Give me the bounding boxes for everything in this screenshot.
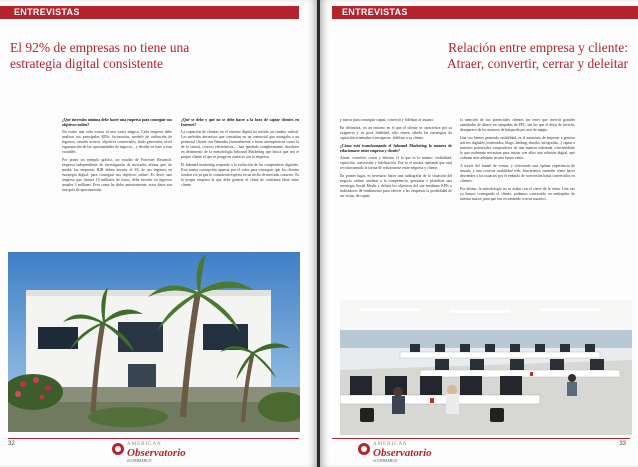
paragraph: Atraer, convertir, cerrar y deleitar. O lo que es lo mismo: visibilidad, captación, conversión y fidelización. Ese es el modus operandi que está revolucionando la forma de relacionarse entre empresa y cliente.	[340, 156, 452, 170]
paragraph: Por último, la metodología no se acaba con el cierre de la venta. Una vez ya hemos conseguido el cliente, podemos convertirlo en embajador de nuestra marca, para que nos recomiende a otros usuarios.	[460, 187, 575, 201]
section-banner-left: ENTREVISTAS	[0, 6, 299, 19]
paragraph: En primer lugar, es necesario hacer una radiografía de la situación del negocio online: analizar a la competencia, gestionar y planificar una estrategia Social Media y definir los objetivos del site mediante KPIs o indicadores de rendimiento para ofrecer a las empresas la posibilidad de ser vistas, de captar	[340, 174, 452, 198]
office-photo-illustration	[340, 300, 632, 435]
observatorio-logo-left	[112, 441, 202, 463]
left-page	[0, 0, 317, 467]
logo-ring-icon	[358, 443, 370, 455]
footer-rule-right	[332, 438, 630, 439]
paragraph: El Inbound marketing responde a la evolución de los compradores digitales. Esta nueva concepción apuesta por el valor para conseguir que los clientes acudan a ti ya que lo consideran experto en un nicho de mercado concreto. Es la propia empresa la que debe generar el clima de confianza ideal entre cliente	[181, 163, 299, 187]
right-page	[320, 0, 638, 467]
paragraph: A través del funnel de ventas, y ofreciendo una óptima experiencia de usuario y una correcta usabilidad web, buscaremos entender cómo hacer descender a los usuarios por el embudo de conversión hasta convertirlos en clientes.	[460, 164, 575, 183]
logo-sub-text: eCOMMERCE	[127, 458, 152, 463]
question-heading: ¿Qué se debe y qué no se debe hacer a la hora de captar clientes en Internet?	[181, 118, 299, 127]
right-headline-line1: Relación entre empresa y cliente:	[448, 40, 628, 55]
logo-main-text: Observatorio	[127, 447, 186, 459]
paragraph: En definitiva, en un entorno en el que el cliente se caracteriza por su exigencia y su poca fidelidad, sólo tienen cabida las estrategias de captación orientadas a enriquecer, fidelizar a su cliente.	[340, 126, 452, 140]
footer-rule-left	[8, 438, 299, 439]
paragraph: Por poner un ejemplo gráfico, un estudio de Forrester Research, empresa independiente de investigación de mercados afirma que, de media, las empresas B2B deben invertir el 3% de sus ingresos en estrategia digital, para conseguir sus objetivos online. Es decir, una empresa que factura 10 millones de euros, debe invertir en ingresos anuales 3 millones. Pero como he dicho anteriormente, estos datos son una guía de aproximación.	[62, 158, 172, 192]
logo-ring-icon	[112, 443, 124, 455]
section-banner-right: ENTREVISTAS	[332, 6, 638, 19]
page-number-right: 33	[619, 441, 626, 447]
left-column-1	[62, 118, 172, 196]
right-column-2	[460, 118, 575, 205]
building-photo	[8, 252, 300, 432]
office-photo	[340, 300, 632, 435]
page-number-left: 32	[8, 441, 15, 447]
logo-main-text: Observatorio	[373, 447, 432, 459]
paragraph: Una vez hemos generado visibilidad, es el momento de empezar a generar activos digitales (contenidos, blogs, landing, ebooks, infografías...) captar a nuestros potenciales compradores de una manera ordenada, ofreciéndoles lo que realmente necesitan para iniciar con ellos una relación digital, que culmine más adelante en una futura venta.	[460, 136, 575, 160]
right-headline-line2: Atraer, convertir, cerrar y deleitar	[446, 56, 628, 71]
observatorio-logo-right	[358, 441, 448, 463]
paragraph: La captación de clientes en el entorno digital ha sufrido un cambio radical. Los métodos intrusivos que consistían en un comercial que atosigaba a un potencial cliente con llamadas (normalmente a horas intempestivas como la de la siesta), correos electrónicos,... han quedado completamente obsoletos en detrimento de la metodología Inbound Marketing que busca que sea el propio cliente el que se ponga en contacto con la empresa.	[181, 130, 299, 159]
left-column-2	[181, 118, 299, 191]
right-column-1	[340, 118, 452, 202]
right-headline	[368, 40, 628, 72]
building-photo-illustration	[8, 252, 300, 432]
logo-top-text: AMERICAN	[127, 442, 162, 447]
question-heading: ¿Qué inversión mínima debe hacer una empresa para conseguir sus objetivos online?	[62, 118, 172, 127]
paragraph: la atención de sus potenciales clientes sin tener que invertir grandes cantidades de dinero en campañas de PPC, sin las que el dejar de invertir, desaparece de los motores de búsqueda por arte de magia.	[460, 118, 575, 132]
logo-sub-text: eCOMMERCE	[373, 458, 398, 463]
paragraph: y marca para conseguir captar, convertir y fidelizar al usuario.	[340, 118, 435, 122]
left-headline: El 92% de empresas no tiene una estrategia digital consistente	[10, 40, 190, 71]
logo-top-text: AMERICAN	[373, 442, 408, 447]
paragraph: No existe una cifra exacta ni una varita mágica. Cada empresa debe analizar sus principales KPIs: facturación, modelo de atribución de ingresos, canales activos, objetivos comerciales, leads generados, nivel organización de las oportunidades de negocio... y decidir en base a esas variables.	[62, 130, 172, 154]
question-heading: ¿Cómo está transformando el Inbound Marketing la manera de relacionarse entre empresa y cliente?	[340, 144, 452, 153]
